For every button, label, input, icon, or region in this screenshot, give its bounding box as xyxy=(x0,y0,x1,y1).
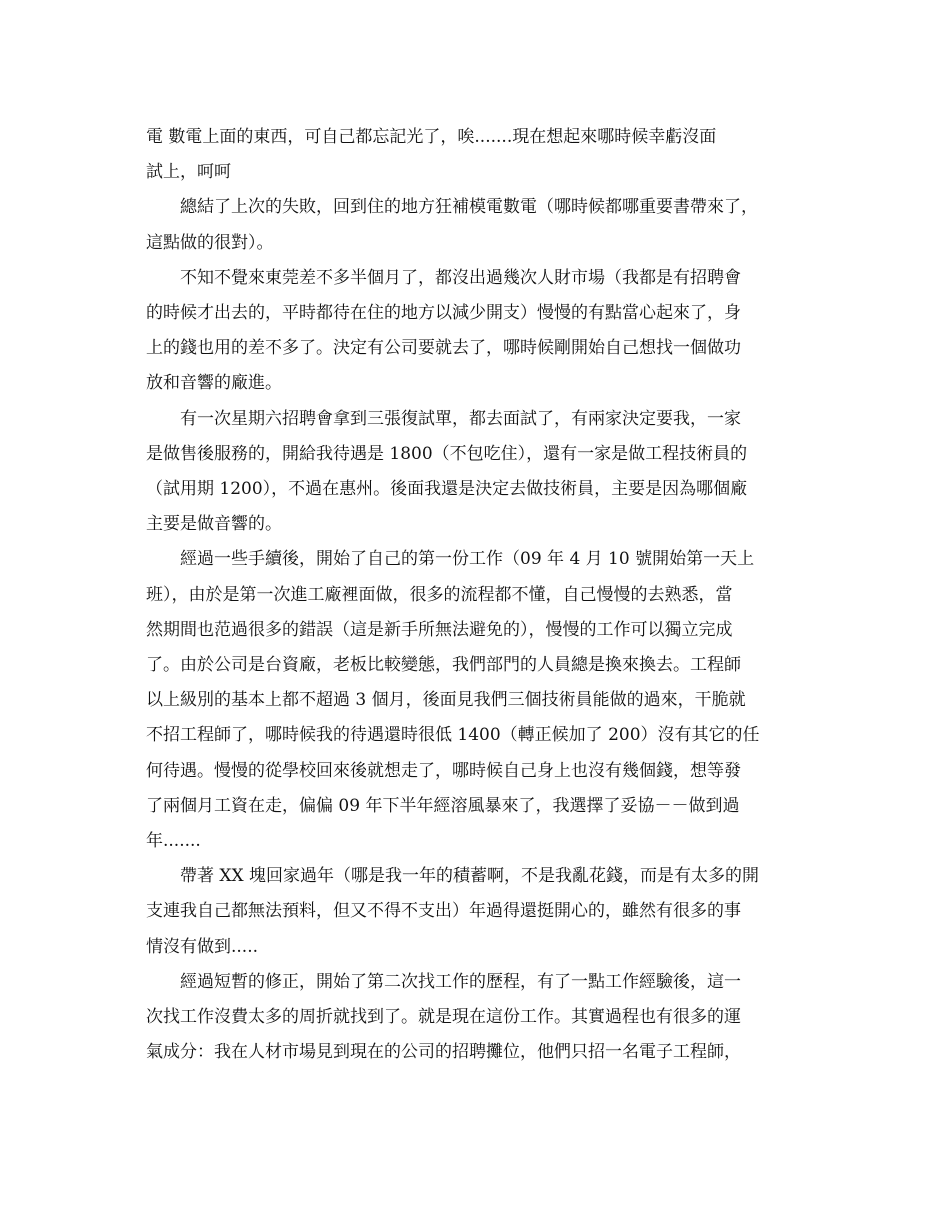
text-line: 主要是做音響的。 xyxy=(146,514,282,535)
paragraph-4 xyxy=(146,402,806,543)
text-line: 支連我自己都無法預料，但又不得不支出）年過得還挺開心的，雖然有很多的事 xyxy=(146,901,741,922)
text-line: 上的錢也用的差不多了。決定有公司要就去了，哪時候剛開始自己想找一個做功 xyxy=(146,338,741,359)
paragraph-7 xyxy=(146,965,806,1071)
text-line: 放和音響的廠進。 xyxy=(146,373,282,394)
text-line: 了。由於公司是台資廠，老板比較變態，我們部門的人員總是換來換去。工程師 xyxy=(146,655,741,676)
text-line: 是做售後服務的，開給我待遇是 1800（不包吃住），還有一家是做工程技術員的 xyxy=(146,443,748,464)
text-line: 不知不覺來東莞差不多半個月了，都沒出過幾次人財市場（我都是有招聘會 xyxy=(180,267,741,288)
text-line: 次找工作沒費太多的周折就找到了。就是現在這份工作。其實過程也有很多的運 xyxy=(146,1007,741,1028)
text-line: 不招工程師了，哪時候我的待遇還時很低 1400（轉正候加了 200）沒有其它的任 xyxy=(146,725,760,746)
text-line: 經過一些手續後，開始了自己的第一份工作（09 年 4 月 10 號開始第一天上 xyxy=(180,549,755,570)
text-line: 然期間也范過很多的錯誤（這是新手所無法避免的），慢慢的工作可以獨立完成 xyxy=(146,619,733,640)
paragraph-3 xyxy=(146,261,806,402)
text-line: 了兩個月工資在走，偏偏 09 年下半年經溶風暴來了，我選擇了妥協－－做到過 xyxy=(146,795,740,816)
paragraph-1 xyxy=(146,120,806,190)
text-line: 情沒有做到..... xyxy=(146,936,259,957)
text-line: 總結了上次的失敗，回到住的地方狂補模電數電（哪時候都哪重要書帶來了， xyxy=(180,197,758,218)
text-line: 有一次星期六招聘會拿到三張復試單，都去面試了，有兩家決定要我，一家 xyxy=(180,408,741,429)
text-line: 電 數電上面的東西，可自己都忘記光了，唉.......現在想起來哪時候幸虧沒面 xyxy=(146,127,717,147)
text-line: 班），由於是第一次進工廠裡面做，很多的流程都不懂，自己慢慢的去熟悉，當 xyxy=(146,584,733,605)
text-line: （試用期 1200），不過在惠州。後面我還是決定去做技術員，主要是因為哪個廠 xyxy=(146,479,748,500)
text-line: 年....... xyxy=(146,831,201,852)
paragraph-5 xyxy=(146,542,806,859)
document-page xyxy=(146,120,806,1070)
text-line: 試上，呵呵 xyxy=(146,162,231,183)
text-line: 經過短暫的修正，開始了第二次找工作的歷程，有了一點工作經驗後，這一 xyxy=(180,971,741,992)
paragraph-2 xyxy=(146,190,806,260)
text-line: 何待遇。慢慢的從學校回來後就想走了，哪時候自己身上也沒有幾個錢，想等發 xyxy=(146,760,741,781)
text-line: 以上級別的基本上都不超過 3 個月，後面見我們三個技術員能做的過來，干脆就 xyxy=(146,690,746,711)
text-line: 這點做的很對）。 xyxy=(146,232,274,253)
text-line: 帶著 XX 塊回家過年（哪是我一年的積蓄啊，不是我亂花錢，而是有太多的開 xyxy=(180,866,760,887)
paragraph-6 xyxy=(146,859,806,965)
text-line: 氣成分：我在人材市場見到現在的公司的招聘攤位，他們只招一名電子工程師， xyxy=(146,1042,741,1063)
text-line: 的時候才出去的，平時都待在住的地方以減少開支）慢慢的有點當心起來了，身 xyxy=(146,303,741,324)
